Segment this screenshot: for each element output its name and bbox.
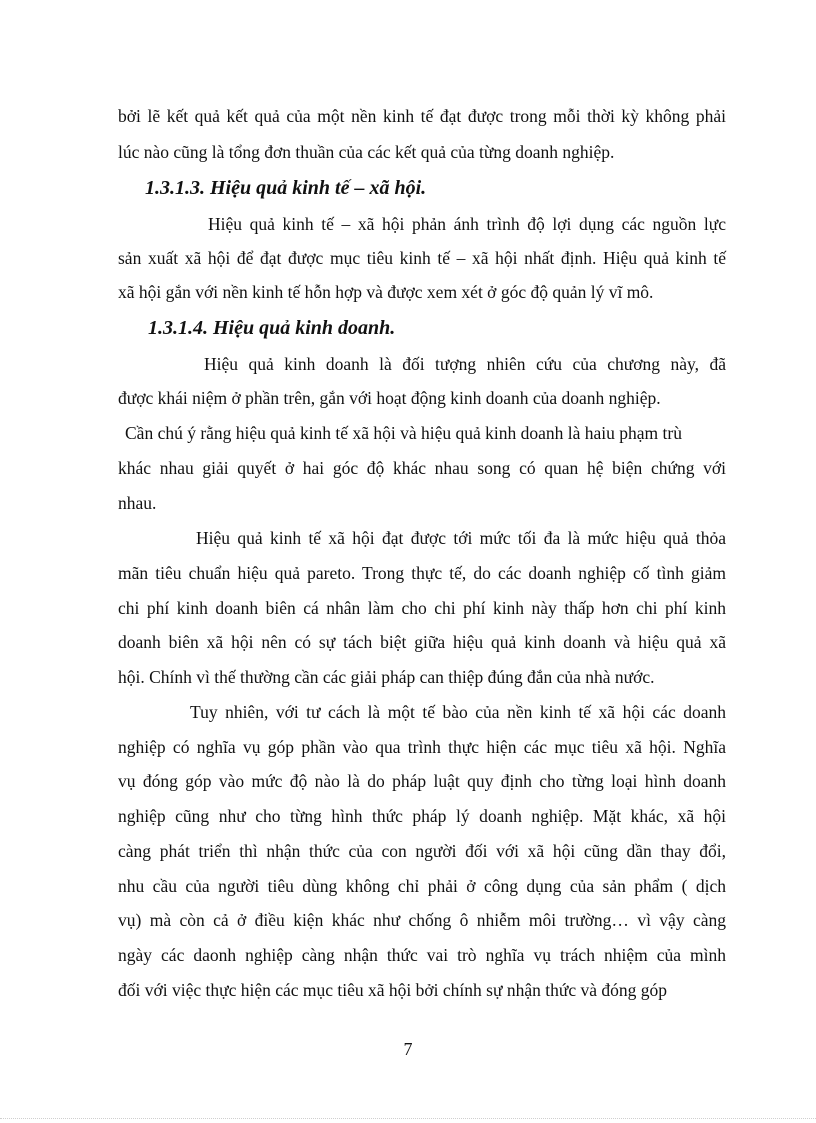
body-line-19: nghiệp cũng như cho từng hình thức pháp lý doanh nghiệp. Mặt khác, xã hội: [118, 806, 726, 826]
body-line-15: hội. Chính vì thế thường cần các giải pháp can thiệp đúng đắn của nhà nước.: [118, 667, 655, 687]
body-line-18: vụ đóng góp vào mức độ nào là do pháp luật quy định cho từng loại hình doanh: [118, 771, 726, 791]
page-number: 7: [403, 1039, 413, 1059]
body-line-12: mãn tiêu chuẩn hiệu quả pareto. Trong thực tế, do các doanh nghiệp cố tình giảm: [118, 563, 726, 583]
body-line-14: doanh biên xã hội nên có sự tách biệt giữa hiệu quả kinh doanh và hiệu quả xã: [118, 632, 726, 652]
body-line-21: nhu cầu của người tiêu dùng không chỉ phải ở công dụng của sản phẩm ( dịch: [118, 876, 726, 896]
body-line-2: lúc nào cũng là tổng đơn thuần của các kết quả của từng doanh nghiệp.: [118, 142, 615, 162]
body-line-11: Hiệu quả kinh tế xã hội đạt được tới mức tối đa là mức hiệu quả thỏa: [196, 528, 726, 548]
body-line-7: được khái niệm ở phần trên, gắn với hoạt động kinh doanh của doanh nghiệp.: [118, 388, 661, 408]
body-line-8: Cần chú ý rằng hiệu quả kinh tế xã hội và hiệu quả kinh doanh là haiu phạm trù: [125, 423, 682, 443]
body-line-23: ngày các daonh nghiệp càng nhận thức vai trò nghĩa vụ trách nhiệm của mình: [118, 945, 726, 965]
section-heading-1-3-1-4: 1.3.1.4. Hiệu quả kinh doanh.: [148, 317, 396, 339]
section-heading-1-3-1-3: 1.3.1.3. Hiệu quả kinh tế – xã hội.: [145, 177, 427, 199]
body-line-13: chi phí kinh doanh biên cá nhân làm cho chi phí kinh này thấp hơn chi phí kinh: [118, 598, 726, 618]
body-line-1: bởi lẽ kết quả kết quả của một nền kinh tế đạt được trong mỗi thời kỳ không phải: [118, 106, 726, 126]
body-line-22: vụ) mà còn cả ở điều kiện khác như chống ô nhiễm môi trường… vì vậy càng: [118, 910, 726, 930]
body-line-6: Hiệu quả kinh doanh là đối tượng nhiên cứu của chương này, đã: [204, 354, 726, 374]
body-line-9: khác nhau giải quyết ở hai góc độ khác nhau song có quan hệ biện chứng với: [118, 458, 726, 478]
body-line-3: Hiệu quả kinh tế – xã hội phản ánh trình độ lợi dụng các nguồn lực: [208, 214, 726, 234]
body-line-16: Tuy nhiên, với tư cách là một tế bào của nền kinh tế xã hội các doanh: [190, 702, 726, 722]
body-line-20: càng phát triển thì nhận thức của con người đối với xã hội cũng dần thay đổi,: [118, 841, 726, 861]
page-bottom-divider: [0, 1118, 816, 1119]
body-line-4: sản xuất xã hội để đạt được mục tiêu kinh tế – xã hội nhất định. Hiệu quả kinh tế: [118, 248, 726, 268]
body-line-17: nghiệp có nghĩa vụ góp phần vào qua trình thực hiện các mục tiêu xã hội. Nghĩa: [118, 737, 726, 757]
body-line-24: đối với việc thực hiện các mục tiêu xã hội bởi chính sự nhận thức và đóng góp: [118, 980, 667, 1000]
body-line-10: nhau.: [118, 493, 157, 513]
body-line-5: xã hội gắn với nền kinh tế hỗn hợp và được xem xét ở góc độ quản lý vĩ mô.: [118, 282, 654, 302]
